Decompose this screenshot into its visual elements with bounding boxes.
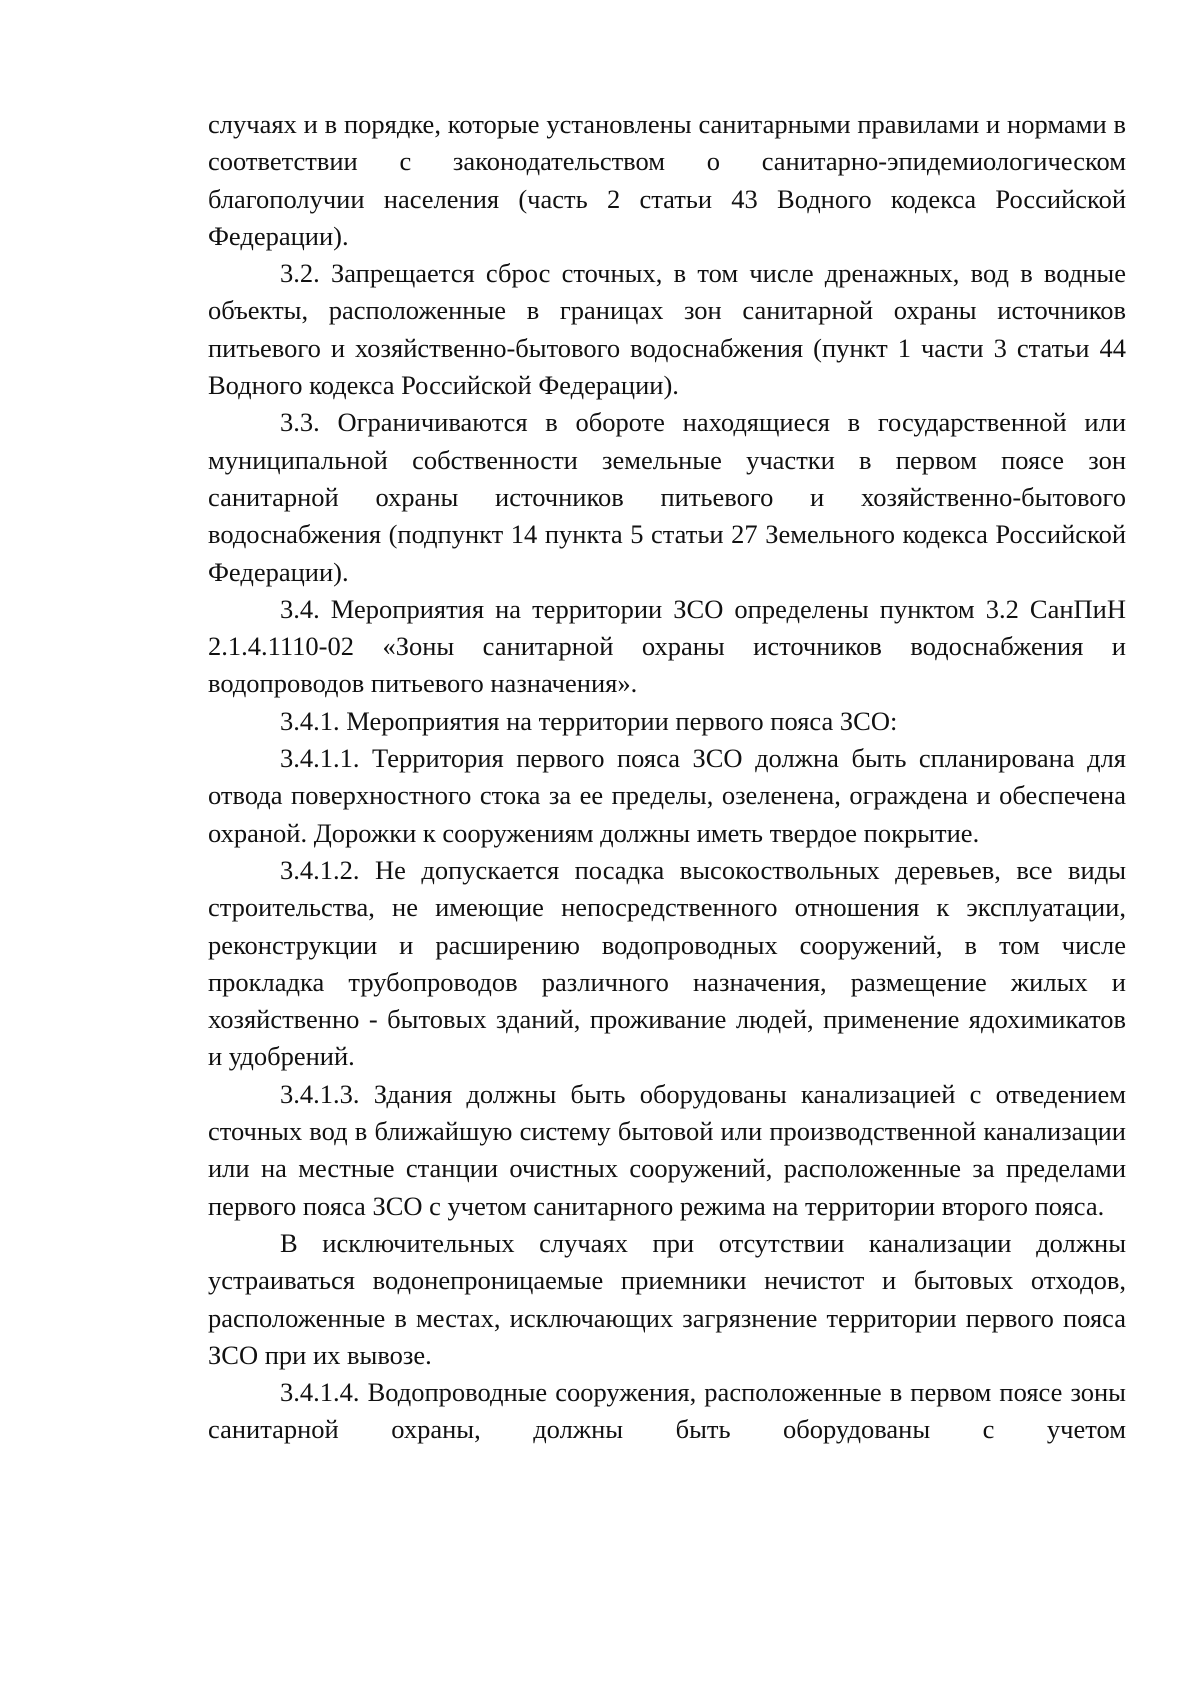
- paragraph-3-2: 3.2. Запрещается сброс сточных, в том числе дренажных, вод в водные объекты, расположенные в границах зон санитарной охраны источников питьевого и хозяйственно-бытового водоснабжения (пункт 1 части 3 статьи 44 Водного кодекса Российской Федерации).: [208, 258, 1126, 401]
- paragraph-3-4: 3.4. Мероприятия на территории ЗСО определены пунктом 3.2 СанПиН 2.1.4.1110-02 «Зоны санитарной охраны источников водоснабжения и водопроводов питьевого назначения».: [208, 593, 1126, 699]
- paragraph-3-4-1-1: 3.4.1.1. Территория первого пояса ЗСО должна быть спланирована для отвода поверхностного стока за ее пределы, озеленена, ограждена и обеспечена охраной. Дорожки к сооружениям должны иметь твердое покрытие.: [208, 743, 1126, 848]
- document-body: [208, 106, 1126, 1449]
- paragraph-3-4-1: 3.4.1. Мероприятия на территории первого пояса ЗСО:: [280, 705, 898, 736]
- paragraph-3-4-1-3: 3.4.1.3. Здания должны быть оборудованы канализацией с отведением сточных вод в ближайшую систему бытовой или производственной канализации или на местные станции очистных сооружений, расположенные за пределами первого пояса ЗСО с учетом санитарного режима на территории второго пояса.: [208, 1078, 1126, 1221]
- paragraph-3-3: 3.3. Ограничиваются в обороте находящиеся в государственной или муниципальной собственности земельные участки в первом поясе зон санитарной охраны источников питьевого и хозяйственно-бытового водоснабжения (подпункт 14 пункта 5 статьи 27 Земельного кодекса Российской Федерации).: [208, 407, 1126, 587]
- paragraph-3-4-1-4: 3.4.1.4. Водопроводные сооружения, расположенные в первом поясе зоны санитарной охраны, должны быть оборудованы с учетом: [208, 1377, 1126, 1445]
- paragraph-continuation: случаях и в порядке, которые установлены санитарными правилами и нормами в соответствии с законодательством о санитарно-эпидемиологическом благополучии населения (часть 2 статьи 43 Водного кодекса Российской Федерации).: [208, 109, 1126, 251]
- paragraph-exceptional-cases: В исключительных случаях при отсутствии канализации должны устраиваться водонепроницаемые приемники нечистот и бытовых отходов, расположенные в местах, исключающих загрязнение территории первого пояса ЗСО при их вывозе.: [208, 1227, 1126, 1370]
- paragraph-3-4-1-2: 3.4.1.2. Не допускается посадка высокоствольных деревьев, все виды строительства, не имеющие непосредственного отношения к эксплуатации, реконструкции и расширению водопроводных сооружений, в том числе прокладка трубопроводов различного назначения, размещение жилых и хозяйственно - бытовых зданий, проживание людей, применение ядохимикатов и удобрений.: [208, 854, 1126, 1072]
